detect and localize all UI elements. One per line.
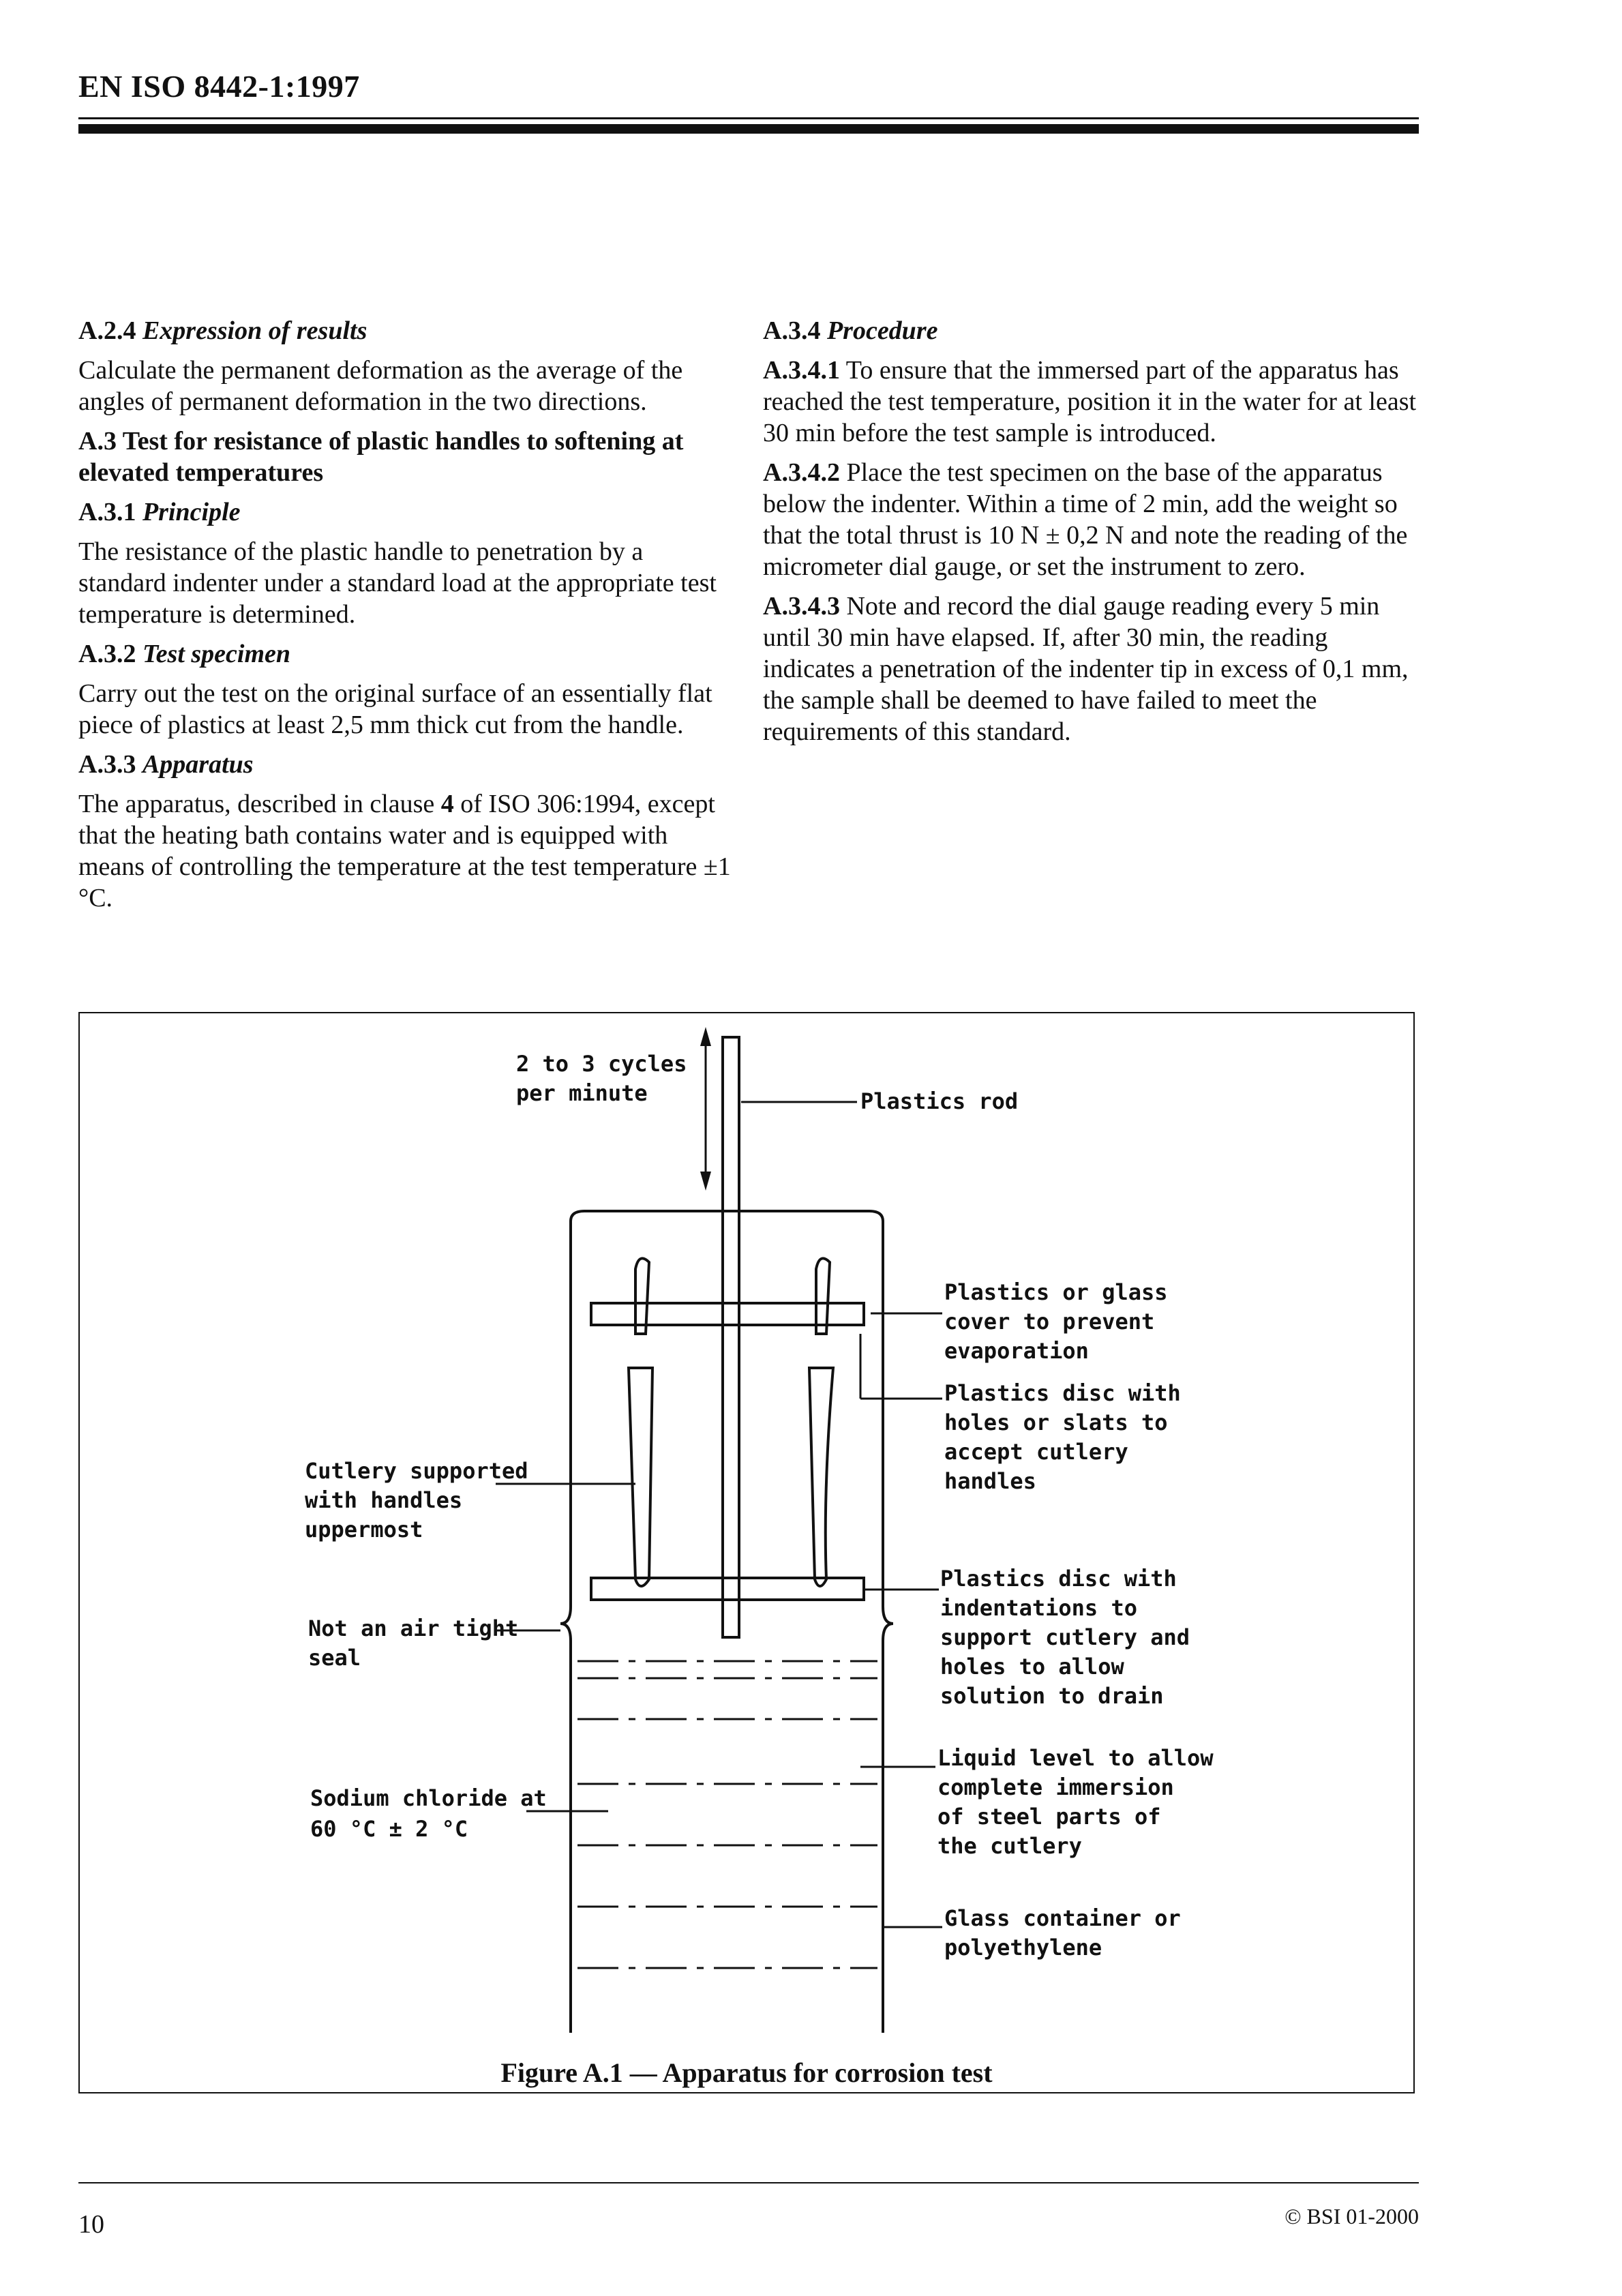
seal-brace-left [560, 1607, 571, 1641]
section-heading-a3: A.3 Test for resistance of plastic handles to softening at elevated temperatures [78, 427, 684, 487]
plastics-rod [723, 1037, 739, 1637]
label-cutlery-1: Cutlery supported [305, 1458, 528, 1484]
left-column [78, 315, 733, 922]
label-liquid-4: the cutlery [937, 1833, 1082, 1859]
label-cutlery-2: with handles [305, 1487, 463, 1513]
label-cycles-2: per minute [516, 1080, 648, 1106]
label-cover-1: Plastics or glass [944, 1279, 1168, 1305]
label-disc-indent-3: support cutlery and [940, 1624, 1190, 1650]
label-seal-1: Not an air tight [308, 1615, 519, 1641]
label-plastics-rod: Plastics rod [860, 1088, 1019, 1114]
header-rule-thin [78, 117, 1419, 119]
paragraph-a24: Calculate the permanent deformation as the average of the angles of permanent deformation in the two directions. [78, 356, 683, 416]
label-nacl-2: 60 °C ± 2 °C [310, 1816, 468, 1842]
page-number: 10 [78, 2210, 104, 2239]
footer-rule [78, 2182, 1419, 2183]
label-glass-1: Glass container or [944, 1905, 1181, 1931]
knife-left [629, 1258, 652, 1586]
label-cover-3: evaporation [944, 1338, 1089, 1364]
seal-brace-right [883, 1607, 893, 1641]
label-liquid-3: of steel parts of [937, 1804, 1161, 1830]
section-heading-a31: A.3.1 Principle [78, 498, 241, 526]
copyright-notice: © BSI 01-2000 [1285, 2204, 1419, 2228]
section-heading-a34: A.3.4 Procedure [763, 316, 938, 345]
label-disc-holes-1: Plastics disc with [944, 1380, 1181, 1406]
section-heading-a33: A.3.3 Apparatus [78, 750, 254, 779]
container-lower [571, 1641, 883, 2033]
paragraph-a341: A.3.4.1 To ensure that the immersed part of the apparatus has reached the test temperature, position it in the water for at least 30 min before the test sample is introduced. [763, 356, 1417, 447]
label-glass-2: polyethylene [944, 1935, 1102, 1960]
paragraph-a31: The resistance of the plastic handle to penetration by a standard indenter under a standard load at the appropriate test temperature is determined. [78, 537, 717, 629]
right-column [763, 315, 1417, 756]
figure-a1 [78, 1012, 1415, 2093]
knife-right [809, 1258, 833, 1586]
label-disc-indent-2: indentations to [940, 1595, 1137, 1621]
label-liquid-1: Liquid level to allow [937, 1745, 1214, 1771]
paragraph-a342: A.3.4.2 Place the test specimen on the base of the apparatus below the indenter. Within a time of 2 min, add the weight so that the total thrust is 10 N ± 0,2 N and note the reading of the micrometer dial gauge, or set the instrument to zero. [763, 458, 1408, 581]
section-heading-a24: A.2.4 Expression of results [78, 316, 367, 345]
paragraph-a32: Carry out the test on the original surface of an essentially flat piece of plastics at least 2,5 mm thick cut from the handle. [78, 679, 712, 739]
label-disc-holes-4: handles [944, 1468, 1036, 1494]
label-disc-indent-1: Plastics disc with [940, 1566, 1177, 1592]
label-cutlery-3: uppermost [305, 1517, 423, 1542]
section-heading-a32: A.3.2 Test specimen [78, 640, 291, 668]
apparatus-diagram [80, 1013, 1413, 2036]
upper-plastics-disc [591, 1303, 864, 1325]
label-disc-indent-5: solution to drain [940, 1683, 1164, 1709]
header-rule-thick [78, 124, 1419, 134]
label-cover-2: cover to prevent [944, 1309, 1155, 1335]
label-disc-holes-3: accept cutlery [944, 1439, 1128, 1465]
label-nacl-1: Sodium chloride at [310, 1785, 547, 1811]
paragraph-a343: A.3.4.3 Note and record the dial gauge reading every 5 min until 30 min have elapsed. If, after 30 min, the reading indicates a penetration of the indenter tip in excess of 0,1 mm, the sample shall be deemed to have failed to meet the requirements of this standard. [763, 592, 1409, 746]
lower-plastics-disc [591, 1578, 864, 1600]
label-cycles-1: 2 to 3 cycles [516, 1051, 687, 1077]
label-disc-holes-2: holes or slats to [944, 1410, 1168, 1435]
label-disc-indent-4: holes to allow [940, 1654, 1124, 1680]
container-upper [571, 1211, 883, 1607]
paragraph-a33: The apparatus, described in clause 4 of ISO 306:1994, except that the heating bath contains water and is equipped with means of controlling the temperature at the test temperature ±1 °C. [78, 790, 731, 912]
figure-caption: Figure A.1 — Apparatus for corrosion test [500, 2057, 993, 2088]
label-liquid-2: complete immersion [937, 1774, 1174, 1800]
label-seal-2: seal [308, 1645, 361, 1671]
document-header: EN ISO 8442-1:1997 [78, 69, 360, 104]
